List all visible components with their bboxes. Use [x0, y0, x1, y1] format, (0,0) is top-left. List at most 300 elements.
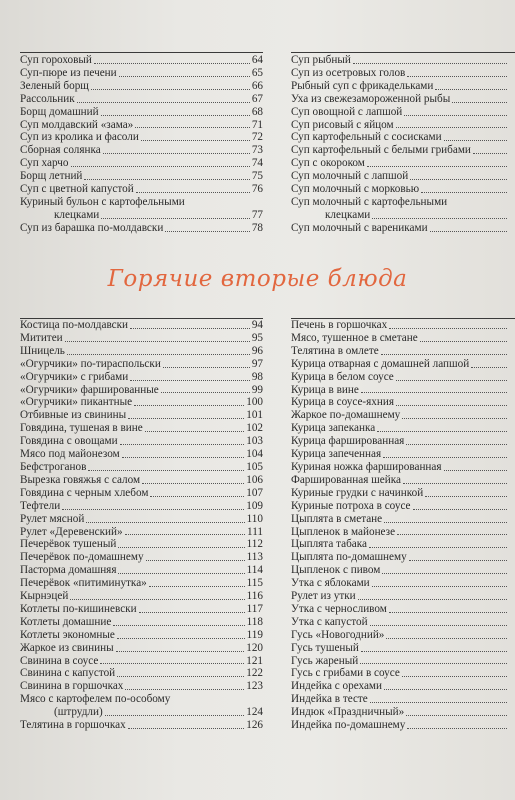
toc-entry-title: Суп рыбный [291, 54, 351, 66]
toc-page-number: 68 [251, 105, 263, 118]
toc-entry-title: Мясо с картофелем по-особому [20, 693, 171, 706]
toc-page-number: 75 [251, 170, 263, 183]
dot-leader [91, 89, 250, 90]
toc-entry [291, 603, 515, 616]
toc-entry [291, 551, 515, 564]
dot-leader [161, 392, 250, 393]
toc-entry-title: Суп овощной с лапшой [291, 105, 403, 118]
toc-page-number: 72 [251, 131, 263, 144]
dot-leader [370, 625, 507, 626]
toc-entry [20, 538, 263, 551]
toc-page-number: 122 [246, 667, 263, 680]
dot-leader [122, 457, 245, 458]
toc-entry [291, 144, 515, 157]
toc-entry-title: «Огурчики» по-тираспольски [20, 357, 161, 370]
dot-leader [84, 179, 249, 180]
toc-page-number: 77 [251, 208, 263, 221]
toc-entry [291, 513, 515, 526]
dot-leader [471, 367, 507, 368]
toc-entry [291, 396, 515, 409]
toc-entry [20, 551, 263, 564]
toc-entry-title: Мясо, тушенное в сметане [291, 331, 418, 344]
dot-leader [353, 63, 507, 64]
toc-entry [20, 170, 263, 183]
dot-leader [65, 341, 250, 342]
dot-leader [94, 63, 250, 64]
toc-page-number: 101 [246, 409, 263, 422]
toc-page-number: 95 [251, 331, 263, 344]
toc-entry-title: Суп молочный с варениками [291, 221, 428, 234]
toc-entry [291, 222, 515, 235]
dot-leader [425, 496, 507, 497]
toc-entry [291, 706, 515, 719]
toc-entry-title: Курица запеченная [291, 448, 382, 461]
toc-entry [20, 371, 263, 384]
toc-entry [291, 500, 515, 513]
toc-entry [291, 680, 515, 693]
toc-page-number: 124 [246, 706, 263, 719]
toc-entry [20, 93, 263, 106]
dot-leader [101, 218, 250, 219]
toc-entry-title: Суп картофельный с белыми грибами [291, 144, 471, 157]
dot-leader [128, 418, 244, 419]
toc-entry-title: Свинина в соусе [20, 654, 99, 667]
toc-page-number: 119 [246, 628, 263, 641]
toc-entry [291, 67, 515, 80]
toc-entry-title: Суп молочный с морковью [291, 183, 420, 196]
toc-entry-title: Уха из свежезамороженной рыбы [291, 92, 451, 105]
toc-entry [291, 54, 515, 67]
dot-leader [473, 153, 507, 154]
toc-page-number: 64 [251, 54, 263, 66]
toc-entry-title: Бефстроганов [20, 460, 87, 473]
toc-entry-title: Суп рисовый с яйцом [291, 118, 394, 131]
dot-leader [381, 354, 507, 355]
toc-entry [20, 345, 263, 358]
toc-entry-title: Индюк «Праздничный» [291, 706, 405, 719]
toc-entry [20, 577, 263, 590]
toc-entry [291, 538, 515, 551]
dot-leader [103, 153, 250, 154]
toc-entry-title: Куриные грудки с начинкой [291, 486, 424, 499]
toc-entry-title: «Огурчики» пикантные [20, 396, 133, 409]
dot-leader [396, 380, 507, 381]
dot-leader [435, 89, 507, 90]
toc-page-number: 66 [251, 79, 263, 92]
toc-page-number: 111 [247, 525, 263, 538]
toc-page-number: 71 [251, 118, 263, 131]
toc-entry [291, 435, 515, 448]
toc-entry [291, 157, 515, 170]
toc-entry-title: Куриная ножка фаршированная [291, 460, 442, 473]
dot-leader [130, 328, 250, 329]
column-rule-left-top [20, 52, 263, 53]
toc-entry [291, 564, 515, 577]
dot-leader [130, 380, 250, 381]
dot-leader [404, 115, 507, 116]
dot-leader [141, 140, 250, 141]
toc-entry [20, 693, 263, 706]
dot-leader [421, 192, 507, 193]
dot-leader [389, 612, 507, 613]
toc-page-number: 97 [251, 357, 263, 370]
dot-leader [396, 127, 507, 128]
dot-leader [119, 76, 250, 77]
toc-page-number: 74 [251, 157, 263, 170]
toc-page-number: 120 [246, 641, 263, 654]
toc-entry-title: Рулет мясной [20, 512, 85, 525]
toc-entry-title: Утка с яблоками [291, 577, 370, 590]
toc-entry-title: Печерёвок «питиминутка» [20, 577, 147, 590]
toc-page-number: 112 [246, 538, 263, 551]
dot-leader [420, 341, 507, 342]
toc-entry [291, 487, 515, 500]
toc-entry-title: Индейка в тесте [291, 693, 368, 706]
toc-entry [291, 371, 515, 384]
toc-entry [291, 577, 515, 590]
dot-leader [113, 625, 244, 626]
toc-page-number: 99 [251, 383, 263, 396]
toc-page-number: 121 [246, 654, 263, 667]
toc-entry [20, 474, 263, 487]
toc-entry-title: Цыплята по-домашнему [291, 551, 407, 564]
dot-leader [118, 573, 244, 574]
dot-leader [100, 663, 244, 664]
toc-entry [20, 157, 263, 170]
dot-leader [128, 728, 245, 729]
dot-leader [149, 586, 245, 587]
toc-entry-title: Борщ домашний [20, 105, 99, 118]
toc-entry [291, 422, 515, 435]
toc-entry [20, 564, 263, 577]
toc-entry-title: Гусь «Новогодний» [291, 628, 385, 641]
dot-leader [444, 140, 507, 141]
toc-entry [20, 526, 263, 539]
toc-soups-right-column [291, 54, 515, 235]
toc-entry-title: Шницель [20, 344, 65, 357]
toc-page-number: 106 [246, 473, 263, 486]
toc-page-number: 115 [246, 577, 263, 590]
toc-page-number: 107 [246, 486, 263, 499]
column-rule-right-top [291, 52, 515, 53]
dot-leader [430, 231, 507, 232]
dot-leader [77, 102, 250, 103]
dot-leader [67, 354, 250, 355]
toc-entry-title: Котлеты по-кишиневски [20, 602, 137, 615]
toc-entry [20, 106, 263, 119]
toc-entry [20, 590, 263, 603]
toc-entry-title: Курица в вине [291, 383, 359, 396]
dot-leader [384, 689, 507, 690]
dot-leader [397, 534, 507, 535]
dot-leader [444, 470, 507, 471]
dot-leader [407, 728, 507, 729]
dot-leader [372, 586, 507, 587]
toc-entry-title: Суп молдавский «зама» [20, 118, 134, 131]
toc-entry [20, 629, 263, 642]
toc-entry-title: Сборная солянка [20, 144, 101, 157]
dot-leader [361, 392, 507, 393]
toc-entry [291, 106, 515, 119]
dot-leader [71, 166, 250, 167]
toc-entry-title: Зеленый борщ [20, 79, 89, 92]
toc-entry-title: Печень в горшочках [291, 319, 388, 331]
toc-entry [291, 629, 515, 642]
toc-entry-title: Цыплята в сметане [291, 512, 383, 525]
toc-entry-title: Печерёвок тушеный [20, 538, 117, 551]
toc-entry [291, 80, 515, 93]
toc-page-number: 76 [251, 183, 263, 196]
dot-leader [136, 192, 250, 193]
dot-leader [116, 651, 245, 652]
toc-entry-title: Суп с цветной капустой [20, 183, 134, 196]
toc-entry [20, 616, 263, 629]
toc-entry [291, 526, 515, 539]
toc-entry [20, 422, 263, 435]
dot-leader [402, 418, 507, 419]
dot-leader [410, 179, 507, 180]
toc-entry [291, 183, 515, 196]
toc-main-dishes-right-column [291, 319, 515, 732]
toc-entry-title: «Огурчики» с грибами [20, 370, 129, 383]
dot-leader [163, 367, 250, 368]
toc-entry-continuation [20, 209, 263, 222]
toc-page-number: 116 [246, 590, 263, 603]
toc-entry-title: Свинина в горшочках [20, 680, 124, 693]
toc-main-dishes-left-column [20, 319, 263, 732]
toc-page-number: 73 [251, 144, 263, 157]
toc-entry [291, 131, 515, 144]
toc-page-number: 110 [246, 512, 263, 525]
toc-entry-title: Телятина в горшочках [20, 719, 126, 732]
toc-entry [291, 474, 515, 487]
dot-leader [389, 328, 507, 329]
toc-page-number: 123 [246, 680, 263, 693]
toc-entry [291, 319, 515, 332]
toc-entry-title: Цыпленок в майонезе [291, 525, 396, 538]
toc-entry [291, 332, 515, 345]
toc-entry [20, 144, 263, 157]
toc-entry [20, 358, 263, 371]
toc-entry [20, 487, 263, 500]
dot-leader [118, 547, 244, 548]
toc-entry [291, 590, 515, 603]
toc-page-number: 67 [251, 92, 263, 105]
toc-entry-continuation [291, 209, 515, 222]
toc-entry [291, 667, 515, 680]
toc-entry-title-cont: клецками [54, 208, 100, 221]
toc-entry-title-cont: (штрудли) [54, 706, 103, 719]
dot-leader [396, 405, 507, 406]
toc-entry [20, 435, 263, 448]
toc-entry [291, 616, 515, 629]
toc-page-number: 102 [246, 422, 263, 435]
toc-page-number: 78 [251, 221, 263, 234]
toc-entry [20, 54, 263, 67]
toc-page-number: 126 [246, 719, 263, 732]
toc-entry-title: Курица отварная с домашней лапшой [291, 357, 470, 370]
toc-page-number: 104 [246, 448, 263, 461]
toc-entry [20, 183, 263, 196]
toc-entry [291, 693, 515, 706]
dot-leader [125, 689, 244, 690]
toc-entry-title: Рулет из утки [291, 590, 356, 603]
dot-leader [120, 444, 245, 445]
toc-entry [291, 345, 515, 358]
toc-entry-title: Цыплята табака [291, 538, 367, 551]
dot-leader [406, 715, 507, 716]
toc-entry-title: Суп из осетровых голов [291, 66, 406, 79]
toc-entry-title: Фаршированная шейка [291, 473, 401, 486]
toc-entry [291, 655, 515, 668]
toc-entry-title: Телятина в омлете [291, 344, 379, 357]
toc-entry-title: Куриный бульон с картофельными [20, 195, 185, 208]
toc-entry [20, 500, 263, 513]
toc-entry-title: Суп из барашка по-молдавски [20, 221, 164, 234]
toc-entry [20, 131, 263, 144]
toc-soups-left-column [20, 54, 263, 235]
toc-entry-title: Гусь тушеный [291, 641, 359, 654]
toc-page-number: 103 [246, 435, 263, 448]
toc-page-number: 105 [246, 460, 263, 473]
toc-entry-title: Индейка по-домашнему [291, 719, 406, 732]
dot-leader [406, 444, 507, 445]
toc-entry [291, 358, 515, 371]
toc-entry-title: Цыпленок с пивом [291, 564, 381, 577]
toc-entry-title: Котлеты экономные [20, 628, 115, 641]
toc-entry-title: Суп харчо [20, 157, 69, 170]
toc-entry [291, 719, 515, 732]
toc-entry-title: Говядина с овощами [20, 435, 118, 448]
dot-leader [86, 522, 244, 523]
toc-entry-title: Суп из кролика и фасоли [20, 131, 139, 144]
toc-entry [20, 513, 263, 526]
dot-leader [150, 496, 244, 497]
toc-entry-title: Индейка с орехами [291, 680, 382, 693]
toc-entry [291, 170, 515, 183]
toc-entry-title: Рассольник [20, 92, 75, 105]
toc-entry [20, 332, 263, 345]
dot-leader [383, 457, 507, 458]
toc-entry [291, 384, 515, 397]
toc-page-number: 118 [246, 615, 263, 628]
toc-entry-title: Рулет «Деревенский» [20, 525, 123, 538]
toc-entry-title: Рыбный суп с фрикадельками [291, 79, 434, 92]
toc-entry-title: Курица запеканка [291, 422, 376, 435]
dot-leader [70, 599, 244, 600]
dot-leader [372, 218, 507, 219]
toc-entry [20, 80, 263, 93]
dot-leader [62, 509, 244, 510]
toc-entry-title: Курица в соусе-яхния [291, 396, 395, 409]
dot-leader [117, 638, 245, 639]
toc-entry [20, 67, 263, 80]
toc-entry [20, 680, 263, 693]
toc-entry-title: Пасторма домашняя [20, 564, 117, 577]
toc-entry [20, 448, 263, 461]
dot-leader [101, 115, 250, 116]
toc-page-number: 113 [246, 551, 263, 564]
dot-leader [452, 102, 507, 103]
toc-entry [20, 119, 263, 132]
dot-leader [369, 547, 507, 548]
toc-entry-title: Куриные потроха в соусе [291, 499, 411, 512]
toc-entry [291, 119, 515, 132]
toc-entry-title: Курица в белом соусе [291, 370, 394, 383]
toc-entry [291, 461, 515, 474]
toc-page-number: 94 [251, 319, 263, 331]
toc-entry [20, 409, 263, 422]
dot-leader [367, 166, 507, 167]
toc-entry [20, 319, 263, 332]
toc-entry-title: Кырнэцей [20, 590, 69, 603]
toc-entry-title: «Огурчики» фаршированные [20, 383, 159, 396]
dot-leader [125, 534, 245, 535]
toc-entry [20, 719, 263, 732]
toc-entry [20, 461, 263, 474]
toc-page-number: 96 [251, 344, 263, 357]
dot-leader [370, 702, 507, 703]
toc-entry-title: Гусь с грибами в соусе [291, 667, 400, 680]
toc-page-number: 65 [251, 66, 263, 79]
toc-entry-title: Борщ летний [20, 170, 83, 183]
dot-leader [135, 127, 250, 128]
dot-leader [358, 599, 507, 600]
toc-entry-continuation [20, 706, 263, 719]
toc-entry [291, 93, 515, 106]
dot-leader [413, 509, 507, 510]
section-heading: Горячие вторые блюда [107, 266, 408, 292]
dot-leader [142, 483, 244, 484]
toc-entry-title: Утка с капустой [291, 615, 368, 628]
toc-entry-title: Котлеты домашние [20, 615, 112, 628]
toc-entry [20, 384, 263, 397]
toc-entry-title: Суп с окороком [291, 157, 365, 170]
toc-entry-title: Говядина с черным хлебом [20, 486, 149, 499]
dot-leader [88, 470, 244, 471]
toc-entry-title: Жаркое по-домашнему [291, 409, 401, 422]
dot-leader [377, 431, 507, 432]
toc-entry-title: Курица фаршированная [291, 435, 405, 448]
toc-entry [20, 655, 263, 668]
toc-entry [20, 222, 263, 235]
toc-entry-title: Суп молочный с картофельными [291, 195, 448, 208]
toc-entry [20, 396, 263, 409]
dot-leader [134, 405, 244, 406]
toc-entry [20, 603, 263, 616]
toc-entry-title: Утка с черносливом [291, 602, 387, 615]
dot-leader [403, 483, 507, 484]
toc-entry-title: Говядина, тушеная в вине [20, 422, 143, 435]
dot-leader [386, 638, 507, 639]
toc-entry-title: Свинина с капустой [20, 667, 116, 680]
dot-leader [145, 431, 245, 432]
dot-leader [409, 560, 507, 561]
toc-entry-title: Суп-пюре из печени [20, 66, 117, 79]
toc-entry [291, 196, 515, 209]
toc-entry-title: Печерёвок по-домашнему [20, 551, 144, 564]
toc-page-number: 109 [246, 499, 263, 512]
dot-leader [384, 522, 507, 523]
dot-leader [360, 663, 507, 664]
toc-page-number: 100 [246, 396, 263, 409]
dot-leader [139, 612, 245, 613]
toc-entry-title: Вырезка говяжья с салом [20, 473, 141, 486]
toc-entry [291, 642, 515, 655]
toc-entry-title-cont: клецками [325, 208, 371, 221]
toc-entry-title: Гусь жареный [291, 654, 359, 667]
toc-entry-title: Суп картофельный с сосисками [291, 131, 442, 144]
